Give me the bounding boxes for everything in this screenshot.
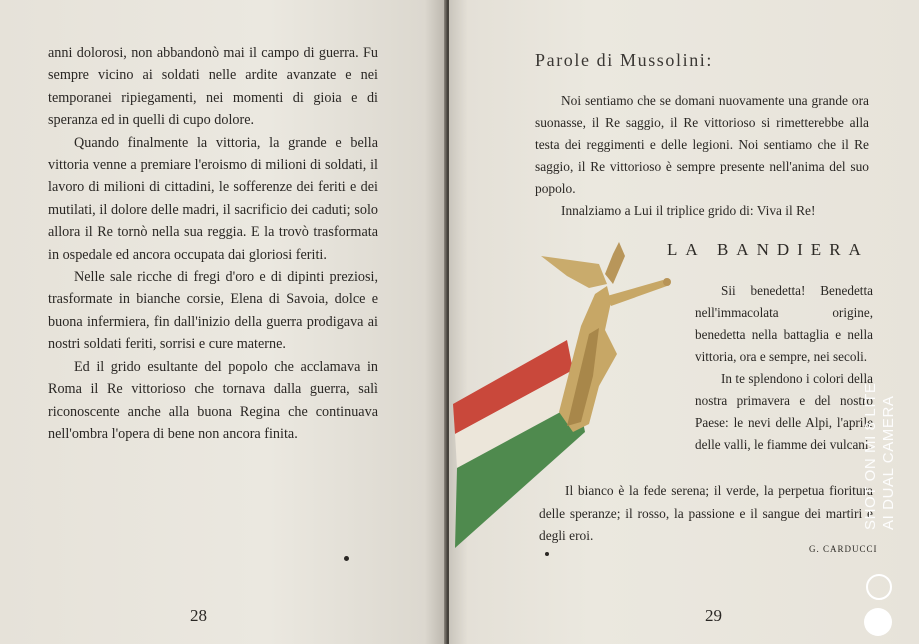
watermark-text xyxy=(862,383,898,530)
watermark-line-1: SHOT ON MI 8 LITE xyxy=(862,382,879,530)
watermark-line-2: AI DUAL CAMERA xyxy=(880,395,897,530)
page-number-left: 28 xyxy=(190,606,207,625)
ink-dot xyxy=(344,556,349,561)
statue-wing-left xyxy=(541,256,607,288)
left-page xyxy=(0,0,447,644)
poem-tail-paragraph: Il bianco è la fede serena; il verde, la perpetua fioritura delle speranze; il rosso, la passione e il sangue dei martiri e degli eroi. xyxy=(539,483,873,543)
left-page-body xyxy=(48,42,378,445)
page-number-right: 29 xyxy=(705,606,722,625)
statue-wing-right xyxy=(605,242,625,284)
poem-title: LA BANDIERA xyxy=(667,240,869,259)
quote-paragraph-1: Noi sentiamo che se domani nuovamente una grande ora suonasse, il Re saggio, il Re vittorioso si rimetterebbe alla testa dei reggimenti e delle legioni. Noi sentiamo che il Re saggio, il Re vittorioso è sempre presente nell'anima del suo popolo. xyxy=(535,93,869,196)
poem-stanza-2: In te splendono i colori della nostra primavera e del nostro Paese: le nevi delle Alpi, l'aprile delle valli, le fiamme dei vulcani. xyxy=(695,371,873,452)
camera-watermark xyxy=(858,360,918,640)
poem-author: G. CARDUCCI xyxy=(809,544,878,554)
poem-tail xyxy=(539,480,873,548)
ink-dot xyxy=(545,552,549,556)
quote-title: Parole di Mussolini: xyxy=(535,50,714,70)
statue-arm xyxy=(607,280,667,306)
watermark-ring-icon xyxy=(866,574,892,600)
poem-stanza-1: Sii benedetta! Benedetta nell'immacolata origine, benedetta nella battaglia e nella vittoria, ora e sempre, nei secoli. xyxy=(695,283,873,364)
paragraph-2: Quando finalmente la vittoria, la grande e bella vittoria venne a premiare l'eroismo di milioni di soldati, il lavoro di milioni di cittadini, le sofferenze dei feriti e dei mutilati, il dolore delle madri, il sacrificio dei caduti; solo allora il Re tornò nella sua reggia. E la trovò trasformata in ospedale ed ancora occupata dai gloriosi feriti. xyxy=(48,134,378,263)
poem-stanzas xyxy=(695,280,873,456)
paragraph-1: anni dolorosi, non abbandonò mai il campo di guerra. Fu sempre vicino ai soldati nelle ardite avanzate e nei temporanei ripiegamenti, nei momenti di gioia e di speranza ed in quelli di cupo dolore. xyxy=(48,45,378,129)
right-page xyxy=(449,0,919,644)
watermark-disc-icon xyxy=(864,608,892,636)
quote-body xyxy=(535,90,869,222)
paragraph-4: Ed il grido esultante del popolo che acclamava in Roma il Re vittorioso che tornava dalla guerra, salì riconoscente anche alla buona Regina che continuava nell'ombra l'opera di bene non ancora finita. xyxy=(48,358,378,442)
quote-paragraph-2: Innalziamo a Lui il triplice grido di: Viva il Re! xyxy=(561,203,816,218)
paragraph-3: Nelle sale ricche di fregi d'oro e di dipinti preziosi, trasformate in bianche corsie, Elena di Savoia, dolce e buona infermiera, fin dall'inizio della guerra prodigava ai nostri soldati feriti, sorrisi e cure materne. xyxy=(48,269,378,353)
